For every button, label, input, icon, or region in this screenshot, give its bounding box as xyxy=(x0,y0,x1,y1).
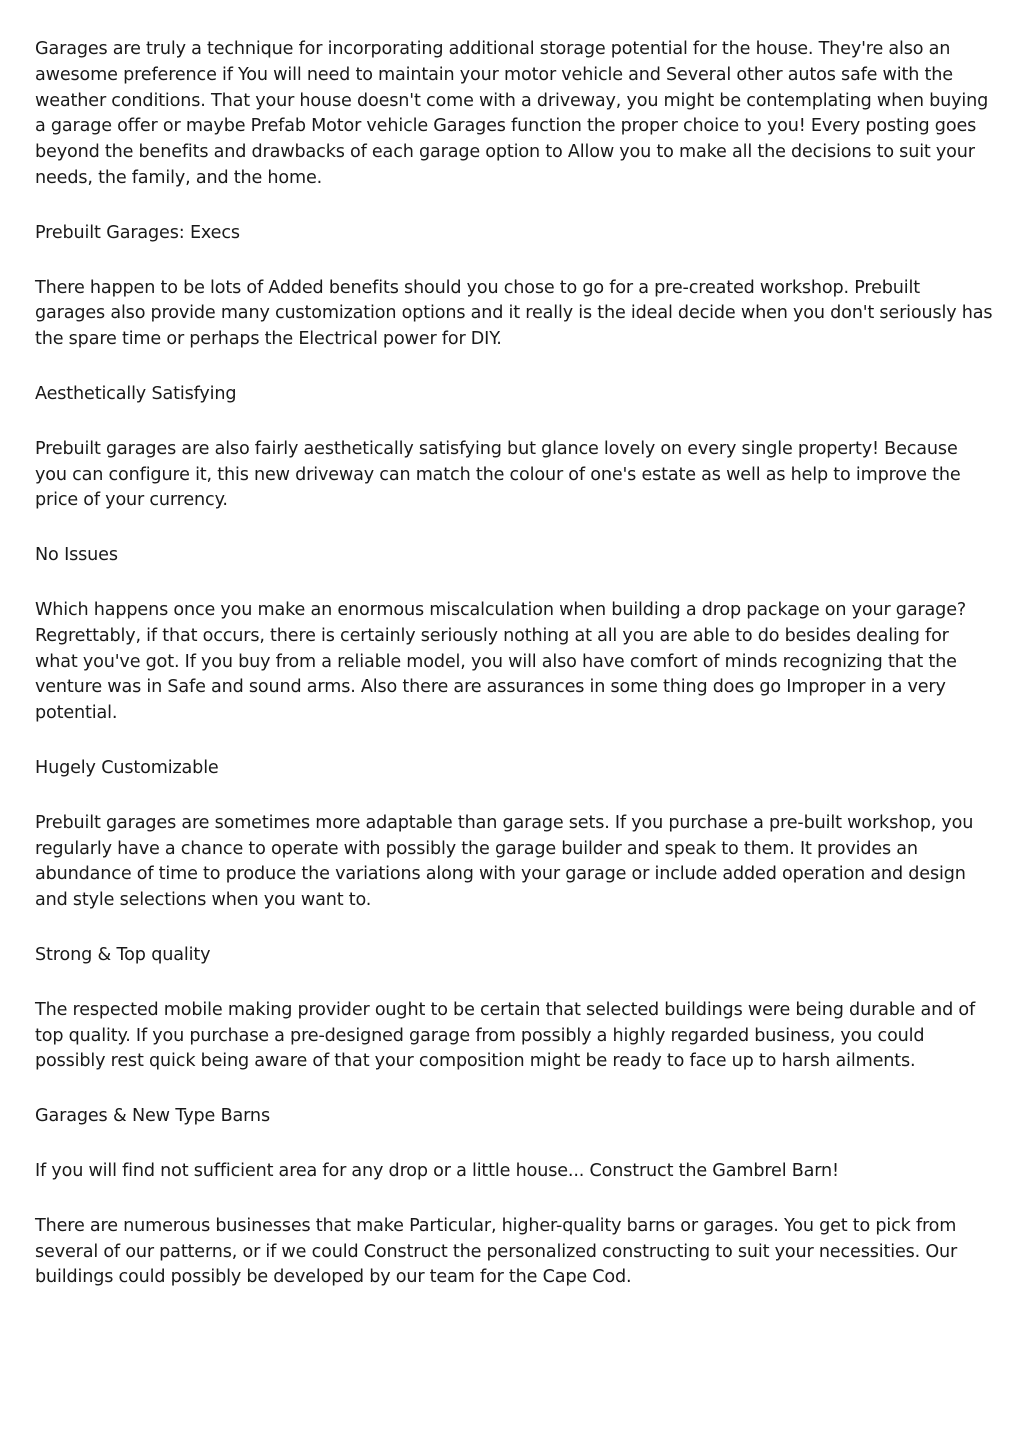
intro-paragraph: Garages are truly a technique for incorporating additional storage potential for the house. They're also an awesome preference if You will need to maintain your motor vehicle and Several other autos safe with the weather conditions. That your house doesn't come with a driveway, you might be contemplating when buying a garage offer or maybe Prefab Motor vehicle Garages function the proper choice to you! Every posting goes beyond the benefits and drawbacks of each garage option to Allow you to make all the decisions to suit your needs, the family, and the home. xyxy=(35,39,989,188)
section-heading-aesthetically-satisfying: Aesthetically Satisfying xyxy=(35,383,237,404)
paragraph-aesthetics: Prebuilt garages are also fairly aesthetically satisfying but glance lovely on every single property! Because you can configure it, this new driveway can match the colour of one's estate as well as help to improve the price of your currency. xyxy=(35,438,961,511)
paragraph-added-benefits: There happen to be lots of Added benefits should you chose to go for a pre-created workshop. Prebuilt garages also provide many customization options and it really is the ideal decide when you don't seriously has the spare time or perhaps the Electrical power for DIY. xyxy=(35,277,993,350)
section-heading-hugely-customizable: Hugely Customizable xyxy=(35,757,219,778)
section-heading-strong-top-quality: Strong & Top quality xyxy=(35,944,211,965)
section-heading-prebuilt-garages-execs: Prebuilt Garages: Execs xyxy=(35,222,240,243)
section-heading-no-issues: No Issues xyxy=(35,545,118,566)
section-heading-garages-new-type-barns: Garages & New Type Barns xyxy=(35,1106,270,1127)
paragraph-quality: The respected mobile making provider ought to be certain that selected buildings were being durable and of top quality. If you purchase a pre-designed garage from possibly a highly regarded business, you could possibly rest quick being aware of that your composition might be ready to face up to harsh ailments. xyxy=(35,999,976,1072)
paragraph-businesses: There are numerous businesses that make Particular, higher-quality barns or garages. You get to pick from several of our patterns, or if we could Construct the personalized constructing to suit your necessities. Our buildings could possibly be developed by our team for the Cape Cod. xyxy=(35,1215,958,1288)
paragraph-gambrel-barn: If you will find not sufficient area for any drop or a little house... Construct the Gambrel Barn! xyxy=(35,1160,839,1181)
paragraph-customizable: Prebuilt garages are sometimes more adaptable than garage sets. If you purchase a pre-built workshop, you regularly have a chance to operate with possibly the garage builder and speak to them. It provides an abundance of time to produce the variations along with your garage or include added operation and design and style selections when you want to. xyxy=(35,812,974,911)
paragraph-no-issues: Which happens once you make an enormous miscalculation when building a drop package on your garage? Regrettably, if that occurs, there is certainly seriously nothing at all you are able to do besides dealing for what you've got. If you buy from a reliable model, you will also have comfort of minds recognizing that the venture was in Safe and sound arms. Also there are assurances in some thing does go Improper in a very potential. xyxy=(35,599,967,724)
